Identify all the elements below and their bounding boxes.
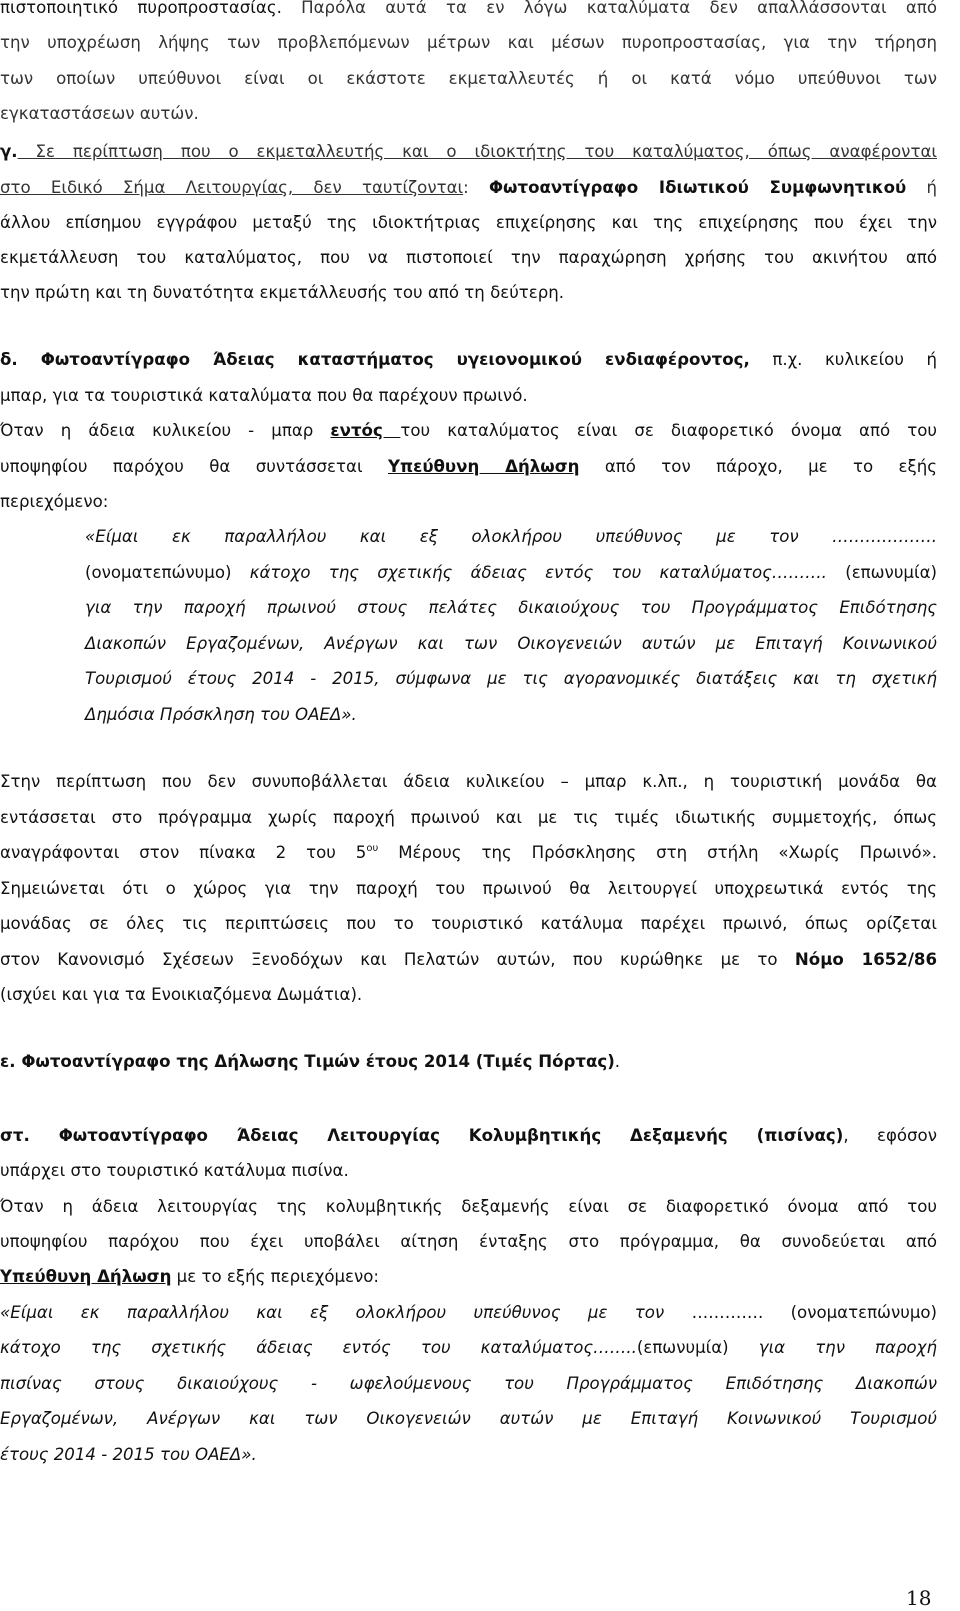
text-segment: πιστοποιητικό πυροπροστασίας. <box>0 0 282 17</box>
quote-line: πισίνας στους δικαιούχους - ωφελούμενους του Προγράμματος Επιδότησης Διακοπών <box>0 1374 937 1393</box>
text-line <box>0 1267 937 1287</box>
text-line: άλλου επίσημου εγγράφου μεταξύ της ιδιοκτήτριας επιχείρησης και της επιχείρησης που έχει την <box>0 213 937 232</box>
text-segment: Υπεύθυνη Δήλωση <box>387 457 580 476</box>
text-line: την υποχρέωση λήψης των προβλεπόμενων μέτρων και μέσων πυροπροστασίας, για την τήρηση <box>0 33 937 52</box>
text-segment: «Είμαι εκ παραλλήλου και εξ ολοκλήρου υπεύθυνος με τον <box>0 1303 692 1322</box>
text-segment: , εφόσον <box>843 1126 937 1145</box>
text-segment: π.χ. κυλικείου ή <box>749 350 937 369</box>
text-segment: στο Ειδικό Σήμα Λειτουργίας, δεν ταυτίζονται <box>0 178 464 197</box>
text-segment: . <box>614 1052 621 1071</box>
quote-line <box>0 1303 937 1323</box>
text-segment: έτους 2014 - 2015 του ΟΑΕΔ». <box>0 1445 257 1464</box>
text-segment: (επωνυμία) <box>636 1338 729 1357</box>
text-line <box>0 950 937 970</box>
text-segment: Παρόλα αυτά τα εν λόγω καταλύματα δεν απαλλάσσονται από <box>281 0 937 17</box>
text-segment: εντός <box>330 421 401 440</box>
quote-line: Τουρισμού έτους 2014 - 2015, σύμφωνα με τις αγορανομικές διατάξεις και τη σχετική <box>85 669 937 688</box>
text-segment: Μέρους της Πρόσκλησης στη στήλη «Χωρίς Πρωινό». <box>378 843 938 862</box>
text-segment: (ονοματεπώνυμο) <box>763 1303 938 1322</box>
section-heading: στ. Φωτοαντίγραφο Άδειας Λειτουργίας Κολυμβητικής Δεξαμενής (πισίνας) <box>0 1126 844 1145</box>
section-st-line <box>0 1126 937 1146</box>
text-segment: Υπεύθυνη Δήλωση <box>0 1267 172 1286</box>
text-line: Σημειώνεται ότι ο χώρος για την παροχή του πρωινού θα λειτουργεί υποχρεωτικά εντός της <box>0 879 937 898</box>
text-line: υπάρχει στο τουριστικό κατάλυμα πισίνα. <box>0 1161 349 1180</box>
text-segment: : <box>463 178 489 197</box>
text-line <box>0 421 937 441</box>
superscript: ου <box>366 843 379 854</box>
text-segment: από τον πάροχο, με το εξής <box>579 457 938 476</box>
text-segment: (επωνυμία) <box>826 563 938 582</box>
section-heading: δ. Φωτοαντίγραφο Άδειας καταστήματος υγειονομικού ενδιαφέροντος, <box>0 350 750 369</box>
text-line <box>0 843 937 863</box>
text-line: Στην περίπτωση που δεν συνυποβάλλεται άδεια κυλικείου – μπαρ κ.λπ., η τουριστική μονάδα θα <box>0 772 937 791</box>
text-segment: Όταν η άδεια κυλικείου - μπαρ <box>0 421 331 440</box>
text-segment: αναγράφονται στον πίνακα 2 του 5 <box>0 843 367 862</box>
text-segment: Σε περίπτωση που ο εκμεταλλευτής και ο ιδιοκτήτης του καταλύματος, όπως αναφέρονται <box>17 142 937 161</box>
text-line <box>0 0 937 18</box>
section-g-line <box>0 142 937 162</box>
text-segment: Φωτοαντίγραφο Ιδιωτικού Συμφωνητικού <box>488 178 907 197</box>
text-segment: του καταλύματος είναι σε διαφορετικό όνομα από του <box>400 421 937 440</box>
section-d-line <box>0 350 937 370</box>
text-segment: υποψηφίου παρόχου θα συντάσσεται <box>0 457 388 476</box>
text-line: περιεχόμενο: <box>0 492 109 511</box>
quote-line: «Είμαι εκ παραλλήλου και εξ ολοκλήρου υπεύθυνος με τον ………………. <box>85 527 937 546</box>
text-line <box>0 178 937 198</box>
quote-line: Εργαζομένων, Ανέργων και των Οικογενειών αυτών με Επιταγή Κοινωνικού Τουρισμού <box>0 1409 937 1428</box>
text-segment: κάτοχο της σχετικής άδειας εντός του καταλύματος…….. <box>0 1338 637 1357</box>
text-line: Όταν η άδεια λειτουργίας της κολυμβητικής δεξαμενής είναι σε διαφορετικό όνομα από του <box>0 1197 937 1216</box>
text-line: των οποίων υπεύθυνοι είναι οι εκάστοτε εκμεταλλευτές ή οι κατά νόμο υπεύθυνοι των <box>0 69 937 88</box>
quote-line <box>85 563 937 583</box>
text-segment: (ονοματεπώνυμο) <box>85 563 250 582</box>
text-line: εντάσσεται στο πρόγραμμα χωρίς παροχή πρωινού και με τις τιμές ιδιωτικής συμμετοχής, όπως <box>0 808 937 827</box>
text-segment: κάτοχο της σχετικής άδειας εντός του καταλύματος………. <box>249 563 827 582</box>
text-line: εκμετάλλευση του καταλύματος, που να πιστοποιεί την παραχώρηση χρήσης του ακινήτου από <box>0 248 937 267</box>
text-line: υποψηφίου παρόχου που έχει υποβάλει αίτηση ένταξης στο πρόγραμμα, θα συνοδεύεται από <box>0 1232 937 1251</box>
text-segment: με το εξής περιεχόμενο: <box>171 1267 380 1286</box>
text-line: (ισχύει και για τα Ενοικιαζόμενα Δωμάτια). <box>0 985 363 1004</box>
quote-line: Διακοπών Εργαζομένων, Ανέργων και των Οικογενειών αυτών με Επιταγή Κοινωνικού <box>85 634 937 653</box>
text-segment: ή <box>906 178 937 197</box>
text-line: εγκαταστάσεων αυτών. <box>0 104 199 123</box>
text-segment: για την παροχή <box>728 1338 937 1357</box>
quote-line: Δημόσια Πρόσκληση του ΟΑΕΔ». <box>85 705 357 724</box>
text-line: μονάδας σε όλες τις περιπτώσεις που το τουριστικό κατάλυμα παρέχει πρωινό, όπως ορίζεται <box>0 914 937 933</box>
quote-line <box>0 1338 937 1358</box>
text-line <box>0 457 937 477</box>
text-segment: στον Κανονισμό Σχέσεων Ξενοδόχων και Πελατών αυτών, που κυρώθηκε με το <box>0 950 795 969</box>
section-marker: γ. <box>0 142 18 161</box>
section-e-line <box>0 1052 937 1072</box>
quote-line: για την παροχή πρωινού στους πελάτες δικαιούχους του Προγράμματος Επιδότησης <box>85 598 937 617</box>
section-heading: ε. Φωτοαντίγραφο της Δήλωσης Τιμών έτους 2014 (Τιμές Πόρτας) <box>0 1052 615 1071</box>
text-segment: …………. <box>691 1303 764 1322</box>
page-number: 18 <box>906 1586 932 1610</box>
text-line: μπαρ, για τα τουριστικά καταλύματα που θα παρέχουν πρωινό. <box>0 386 528 405</box>
quote-line <box>0 1445 937 1465</box>
text-segment: Νόμο 1652/86 <box>794 950 937 969</box>
text-line: την πρώτη και τη δυνατότητα εκμετάλλευσής του από τη δεύτερη. <box>0 283 565 302</box>
